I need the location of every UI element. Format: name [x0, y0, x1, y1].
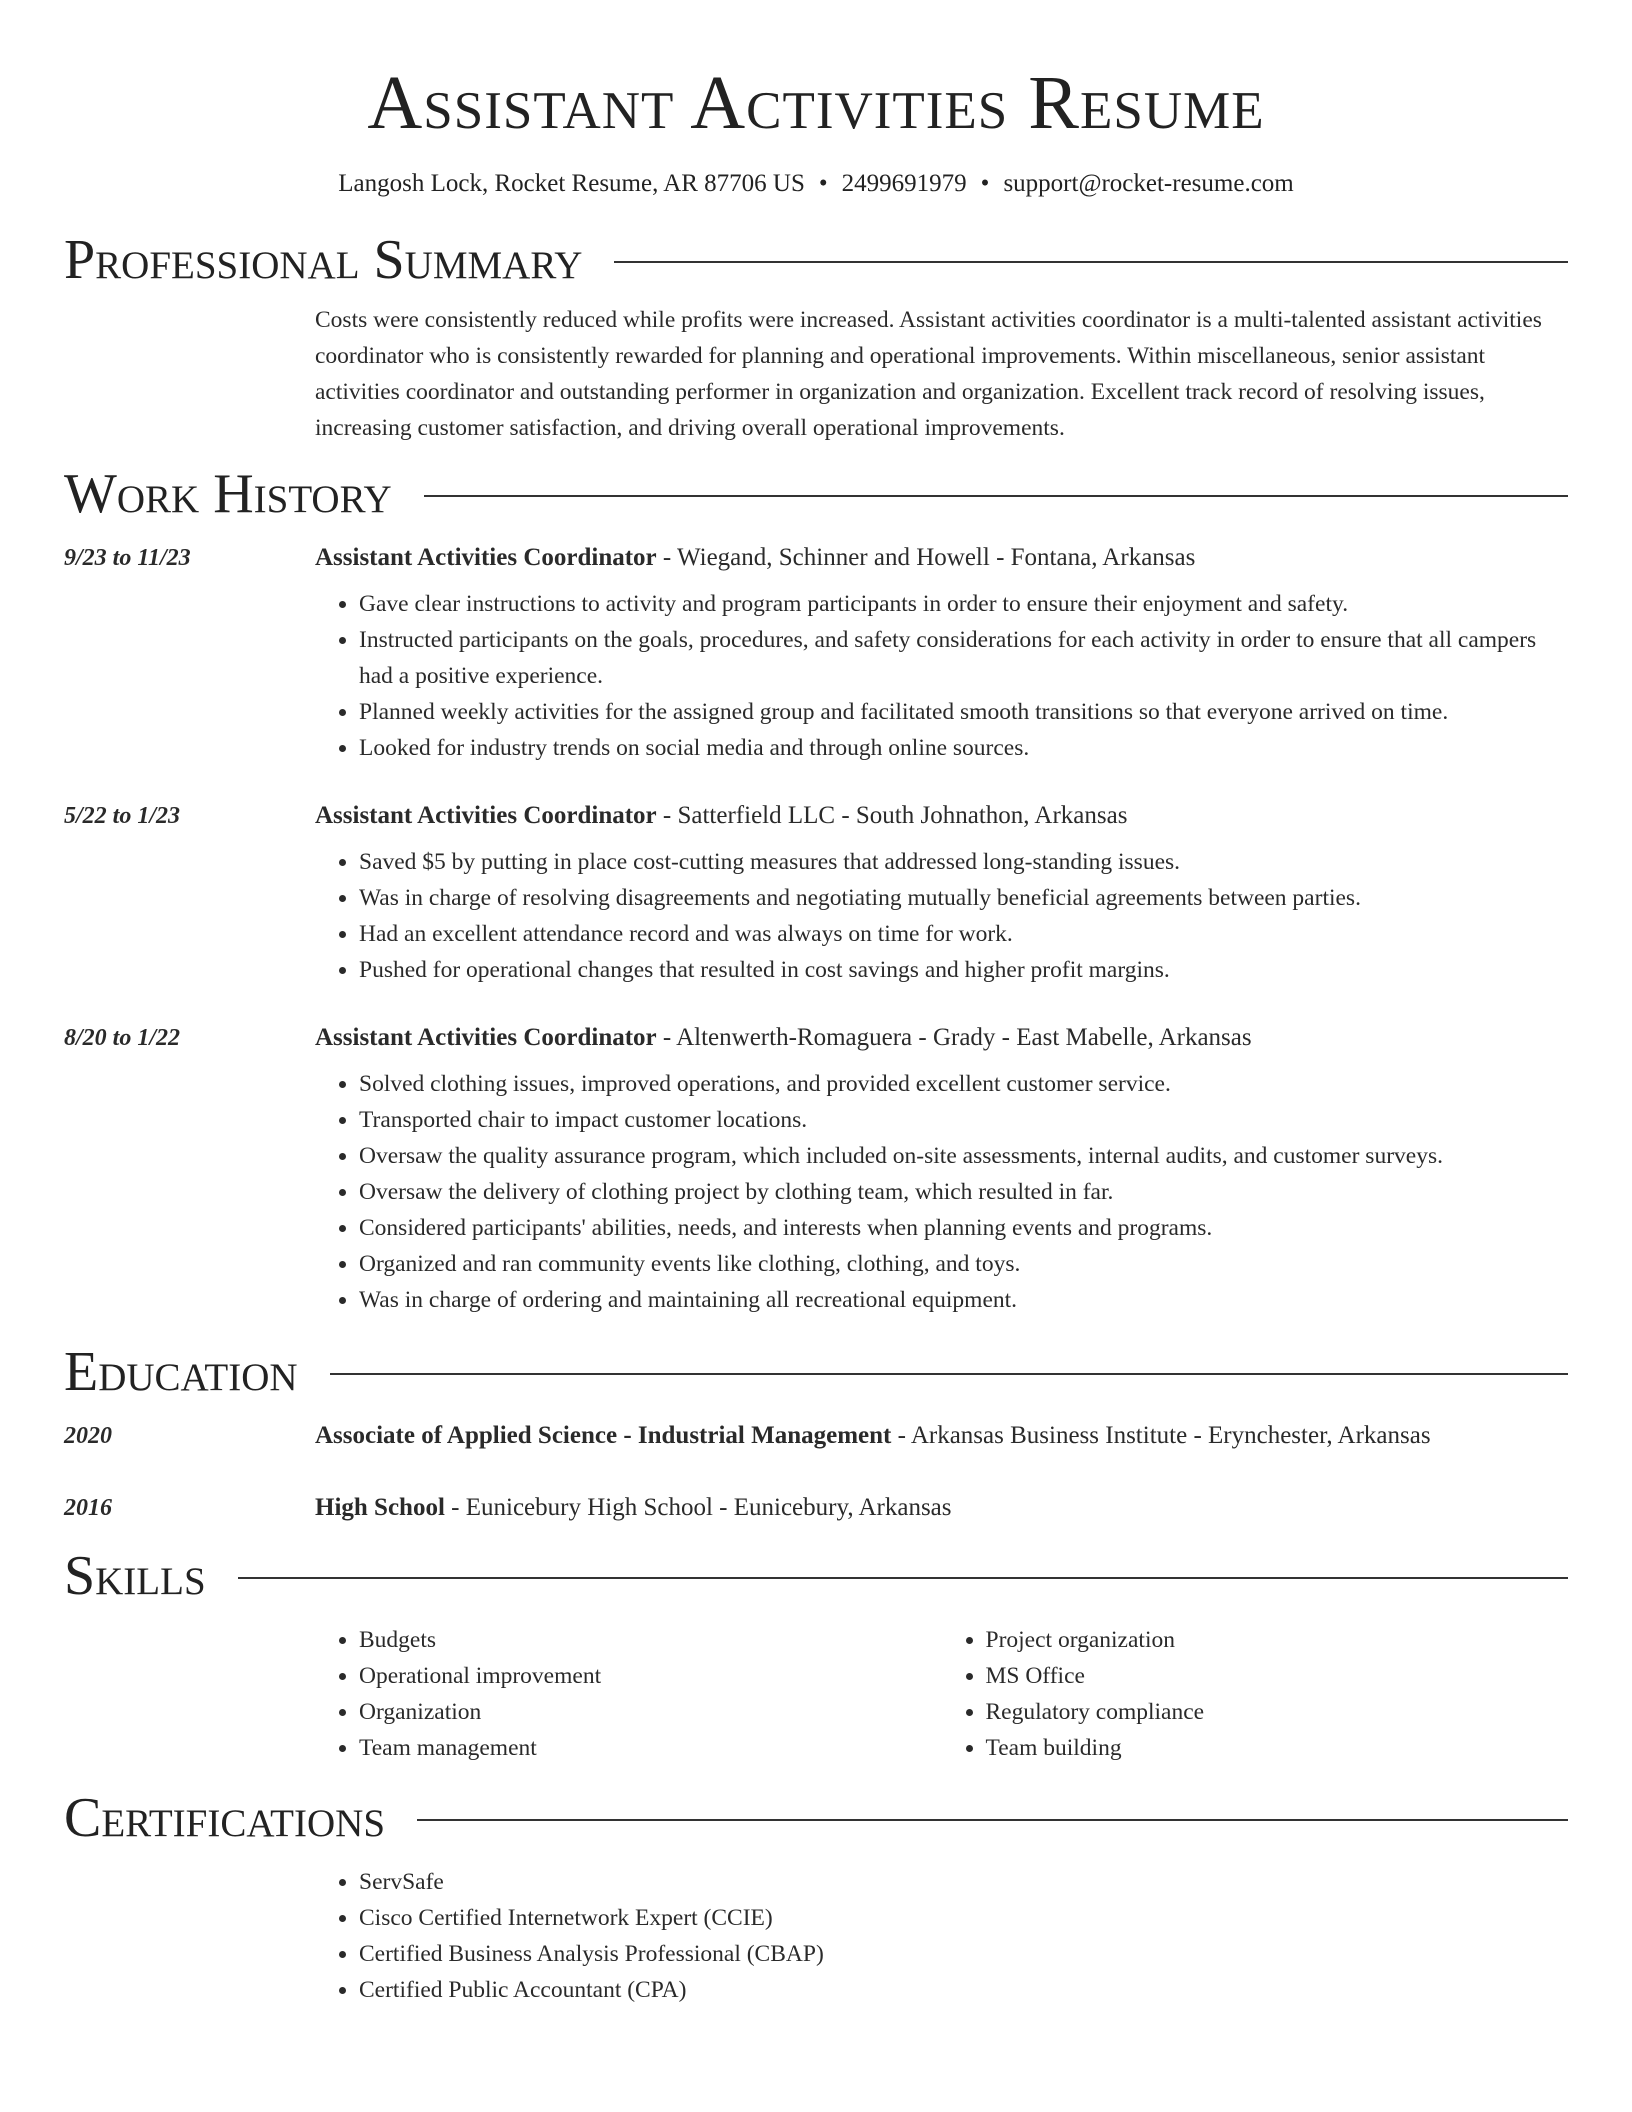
degree-name: Associate of Applied Science - Industrial Management — [315, 1422, 892, 1449]
degree-name: High School — [315, 1494, 445, 1521]
work-bullet: • Had an excellent attendance record and was always on time for work. — [359, 916, 1568, 952]
certifications-items — [315, 1864, 1568, 2008]
education-year: 2016 — [64, 1495, 112, 1521]
job-title: Assistant Activities Coordinator — [315, 802, 657, 829]
work-bullet: • Was in charge of ordering and maintaining all recreational equipment. — [359, 1282, 1568, 1318]
work-entry — [64, 540, 1568, 766]
skills-column-left — [315, 1622, 942, 1766]
section-title: Education — [64, 1341, 298, 1403]
section-divider — [330, 1373, 1568, 1375]
skill-item: • Team building — [986, 1730, 1569, 1766]
section-title: Professional Summary — [64, 229, 583, 291]
skills-column-right — [942, 1622, 1569, 1766]
section-divider — [238, 1577, 1568, 1579]
skill-item: • Operational improvement — [359, 1658, 942, 1694]
section-title: Certifications — [64, 1787, 386, 1849]
certification-item: • Certified Public Accountant (CPA) — [359, 1972, 1568, 2008]
work-bullet: • Pushed for operational changes that resulted in cost savings and higher profit margins. — [359, 952, 1568, 988]
work-headline — [315, 540, 1568, 576]
contact-separator: • — [818, 170, 828, 197]
work-bullet: • Transported chair to impact customer locations. — [359, 1102, 1568, 1138]
skills-list — [315, 1622, 1568, 1766]
work-bullets — [315, 844, 1568, 988]
resume-title: Assistant Activities Resume — [367, 61, 1265, 145]
job-title: Assistant Activities Coordinator — [315, 1024, 657, 1051]
education-entry — [64, 1490, 1568, 1526]
work-bullets — [315, 586, 1568, 766]
work-entry — [64, 1020, 1568, 1318]
skill-item: • Team management — [359, 1730, 942, 1766]
job-title: Assistant Activities Coordinator — [315, 544, 657, 571]
section-title: Skills — [64, 1545, 206, 1607]
skill-item: • MS Office — [986, 1658, 1569, 1694]
work-bullet: • Looked for industry trends on social media and through online sources. — [359, 730, 1568, 766]
contact-email[interactable]: support@rocket-resume.com — [1003, 170, 1294, 197]
certification-item: • Cisco Certified Internetwork Expert (CCIE) — [359, 1900, 1568, 1936]
work-dates: 8/20 to 1/22 — [64, 1025, 181, 1051]
section-heading-skills — [64, 1544, 1568, 1608]
contact-phone: 2499691979 — [841, 170, 967, 197]
section-divider — [614, 261, 1568, 263]
work-bullet: • Planned weekly activities for the assigned group and facilitated smooth transitions so that everyone arrived on time. — [359, 694, 1568, 730]
skill-item: • Organization — [359, 1694, 942, 1730]
work-dates: 9/23 to 11/23 — [64, 545, 191, 571]
skill-item: • Budgets — [359, 1622, 942, 1658]
summary-text: Costs were consistently reduced while profits were increased. Assistant activities coordinator is a multi-talented assistant activities coordinator who is consistently rewarded for planning and operational improvements. Within miscellaneous, senior assistant activities coordinator and outstanding performer in organization and organization. Excellent track record of resolving issues, increasing customer satisfaction, and driving overall operational improvements. — [315, 307, 1542, 441]
section-heading-summary — [64, 228, 1568, 292]
section-title: Work History — [64, 463, 392, 525]
skill-item: • Regulatory compliance — [986, 1694, 1569, 1730]
contact-separator: • — [980, 170, 990, 197]
section-heading-certifications — [64, 1786, 1568, 1850]
work-bullet: • Instructed participants on the goals, procedures, and safety considerations for each activity in order to ensure that all campers had a positive experience. — [359, 622, 1568, 694]
work-bullet: • Saved $5 by putting in place cost-cutting measures that addressed long-standing issues. — [359, 844, 1568, 880]
section-divider — [417, 1819, 1568, 1821]
job-details: - Satterfield LLC - South Johnathon, Arkansas — [656, 802, 1128, 829]
work-entry — [64, 798, 1568, 988]
education-headline — [315, 1418, 1568, 1454]
certification-item: • Certified Business Analysis Professional (CBAP) — [359, 1936, 1568, 1972]
work-bullets — [315, 1066, 1568, 1318]
skill-item: • Project organization — [986, 1622, 1569, 1658]
contact-address: Langosh Lock, Rocket Resume, AR 87706 US — [338, 170, 805, 197]
education-entry — [64, 1418, 1568, 1454]
certification-item: • ServSafe — [359, 1864, 1568, 1900]
section-divider — [424, 495, 1568, 497]
education-headline — [315, 1490, 1568, 1526]
section-heading-education — [64, 1340, 1568, 1404]
work-headline — [315, 798, 1568, 834]
contact-line — [64, 168, 1568, 200]
work-bullet: • Oversaw the quality assurance program, which included on-site assessments, internal audits, and customer surveys. — [359, 1138, 1568, 1174]
work-bullet: • Oversaw the delivery of clothing project by clothing team, which resulted in far. — [359, 1174, 1568, 1210]
certifications-list — [64, 1864, 1568, 2008]
work-bullet: • Solved clothing issues, improved operations, and provided excellent customer service. — [359, 1066, 1568, 1102]
school-details: - Arkansas Business Institute - Erynchester, Arkansas — [891, 1422, 1431, 1449]
work-bullet: • Organized and ran community events like clothing, clothing, and toys. — [359, 1246, 1568, 1282]
section-heading-work-history — [64, 462, 1568, 526]
work-bullet: • Gave clear instructions to activity and program participants in order to ensure their enjoyment and safety. — [359, 586, 1568, 622]
work-headline — [315, 1020, 1568, 1056]
job-details: - Altenwerth-Romaguera - Grady - East Mabelle, Arkansas — [656, 1024, 1252, 1051]
education-year: 2020 — [64, 1423, 112, 1449]
job-details: - Wiegand, Schinner and Howell - Fontana, Arkansas — [656, 544, 1196, 571]
resume-page — [64, 0, 1568, 2008]
work-bullet: • Considered participants' abilities, needs, and interests when planning events and programs. — [359, 1210, 1568, 1246]
school-details: - Eunicebury High School - Eunicebury, Arkansas — [444, 1494, 952, 1521]
work-bullet: • Was in charge of resolving disagreements and negotiating mutually beneficial agreements between parties. — [359, 880, 1568, 916]
work-dates: 5/22 to 1/23 — [64, 803, 181, 829]
